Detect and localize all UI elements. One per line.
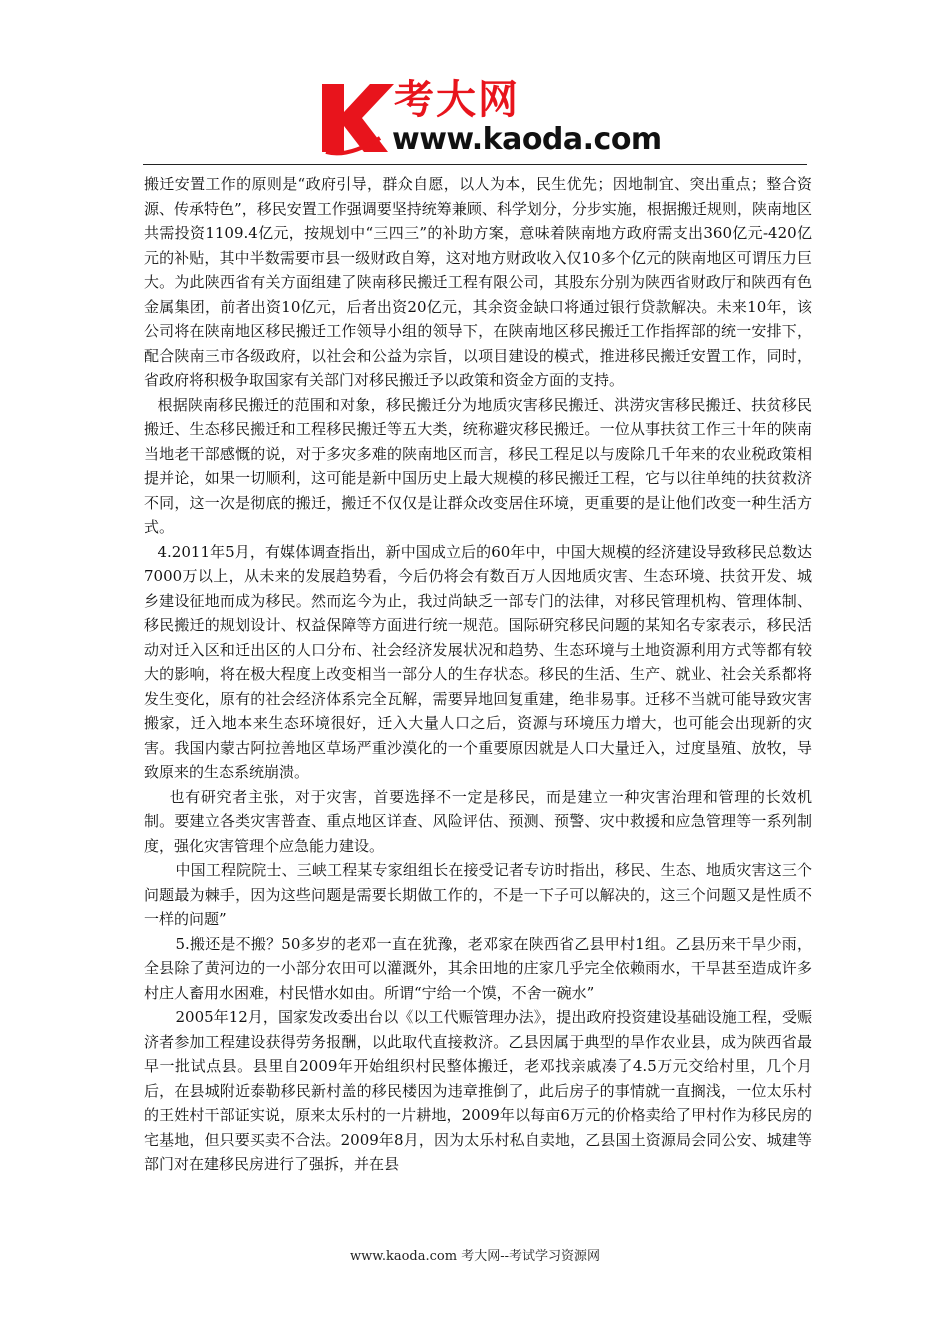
paragraph-disaster-mechanism: 也有研究者主张，对于灾害，首要选择不一定是移民，而是建立一种灾害治理和管理的长效机制。要建立各类灾害普查、重点地区详查、风险评估、预测、预警、灾中救援和应急管理等一系列制度，强化灾害管理个应急能力建设。 [144, 787, 812, 855]
paragraph-item-5: 5.搬还是不搬？50多岁的老邓一直在犹豫，老邓家在陕西省乙县甲村1组。乙县历来干旱少雨，全县除了黄河边的一小部分农田可以灌溉外，其余田地的庄家几乎完全依赖雨水，干旱甚至造成许多村庄人畜用水困难，村民惜水如由。所谓“宁给一个馍，不舍一碗水” [144, 934, 812, 1002]
kaoda-logo[interactable] [318, 77, 662, 160]
paragraph-work-relief-policy: 2005年12月，国家发改委出台以《以工代赈管理办法》，提出政府投资建设基础设施工程，受赈济者参加工程建设获得劳务报酬，以此取代直接救济。乙县因属于典型的旱作农业县，成为陕西省最早一批试点县。县里自2009年开始组织村民整体搬迁，老邓找亲戚凑了4.5万元交给村里，几个月后，在县城附近泰勒移民新村盖的移民楼因为违章推倒了，此后房子的事情就一直搁浅，一位太乐村的王姓村干部证实说，原来太乐村的一片耕地，2009年以每亩6万元的价格卖给了甲村作为移民房的宅基地，但只要买卖不合法。2009年8月，因为太乐村私自卖地，乙县国土资源局会同公安、城建等部门对在建移民房进行了强拆，并在县 [144, 1008, 812, 1173]
paragraph-relocation-categories: 根据陕南移民搬迁的范围和对象，移民搬迁分为地质灾害移民搬迁、洪涝灾害移民搬迁、扶贫移民搬迁、生态移民搬迁和工程移民搬迁等五大类，统称避灾移民搬迁。一位从事扶贫工作三十年的陕南当地老干部感慨的说，对于多灾多难的陕南地区而言，移民工程足以与废除几千年来的农业税政策相提并论，如果一切顺利，这可能是新中国历史上最大规模的移民搬迁工程，它与以往单纯的扶贫救济不同，这一次是彻底的搬迁，搬迁不仅仅是让群众改变居住环境，更重要的是让他们改变一种生活方式。 [144, 395, 812, 536]
logo-brand-text: 考大网 [394, 77, 520, 123]
document-body [144, 172, 812, 1177]
logo-url-text: www.kaoda.com [392, 122, 662, 157]
paragraph-item-4: 4.2011年5月，有媒体调查指出，新中国成立后的60年中，中国大规模的经济建设导致移民总数达7000万以上，从未来的发展趋势看，今后仍将会有数百万人因地质灾害、生态环境、扶贫开发、城乡建设征地而成为移民。然而迄今为止，我过尚缺乏一部专门的法律，对移民管理机构、管理体制、移民搬迁的规划设计、权益保障等方面进行统一规范。国际研究移民问题的某知名专家表示，移民活动对迁入区和迁出区的人口分布、社会经济发展状况和趋势、生态环境与土地资源利用方式等都有较大的影响，将在极大程度上改变相当一部分人的生存状态。移民的生活、生产、就业、社会关系都将发生变化，原有的社会经济体系完全瓦解，需要异地回复重建，绝非易事。迁移不当就可能导致灾害搬家，迁入地本来生态环境很好，迁入大量人口之后，资源与环境压力增大，也可能会出现新的灾害。我国内蒙古阿拉善地区草场严重沙漠化的一个重要原因就是人口大量迁入，过度垦殖、放牧，导致原来的生态系统崩溃。 [144, 542, 812, 781]
paragraph-relocation-principles: 搬迁安置工作的原则是“政府引导，群众自愿，以人为本，民生优先；因地制宜、突出重点；整合资源、传承特色”，移民安置工作强调要坚持统筹兼顾、科学划分，分步实施，根据搬迁规则，陕南地区共需投资1109.4亿元，按规划中“三四三”的补助方案，意味着陕南地方政府需支出360亿元-420亿元的补贴，其中半数需要市县一级财政自筹，这对地方财政收入仅10多个亿元的陕南地区可谓压力巨大。为此陕西省有关方面组建了陕南移民搬迁工程有限公司，其股东分别为陕西省财政厅和陕西有色金属集团，前者出资10亿元，后者出资20亿元，其余资金缺口将通过银行贷款解决。未来10年，该公司将在陕南地区移民搬迁工作领导小组的领导下，在陕南地区移民搬迁工作指挥部的统一安排下，配合陕南三市各级政府，以社会和公益为宗旨，以项目建设的模式，推进移民搬迁安置工作，同时，省政府将积极争取国家有关部门对移民搬迁予以政策和资金方面的支持。 [144, 175, 812, 389]
logo-k-mark-icon [318, 78, 398, 160]
header-divider [143, 164, 807, 165]
page-header [0, 0, 950, 166]
paragraph-academician-quote: 中国工程院院士、三峡工程某专家组组长在接受记者专访时指出，移民、生态、地质灾害这三个问题最为棘手，因为这些问题是需要长期做工作的，不是一下子可以解决的，这三个问题又是性质不一样的问题” [144, 861, 812, 928]
page-footer[interactable]: www.kaoda.com 考大网--考试学习资源网 [350, 1249, 600, 1264]
